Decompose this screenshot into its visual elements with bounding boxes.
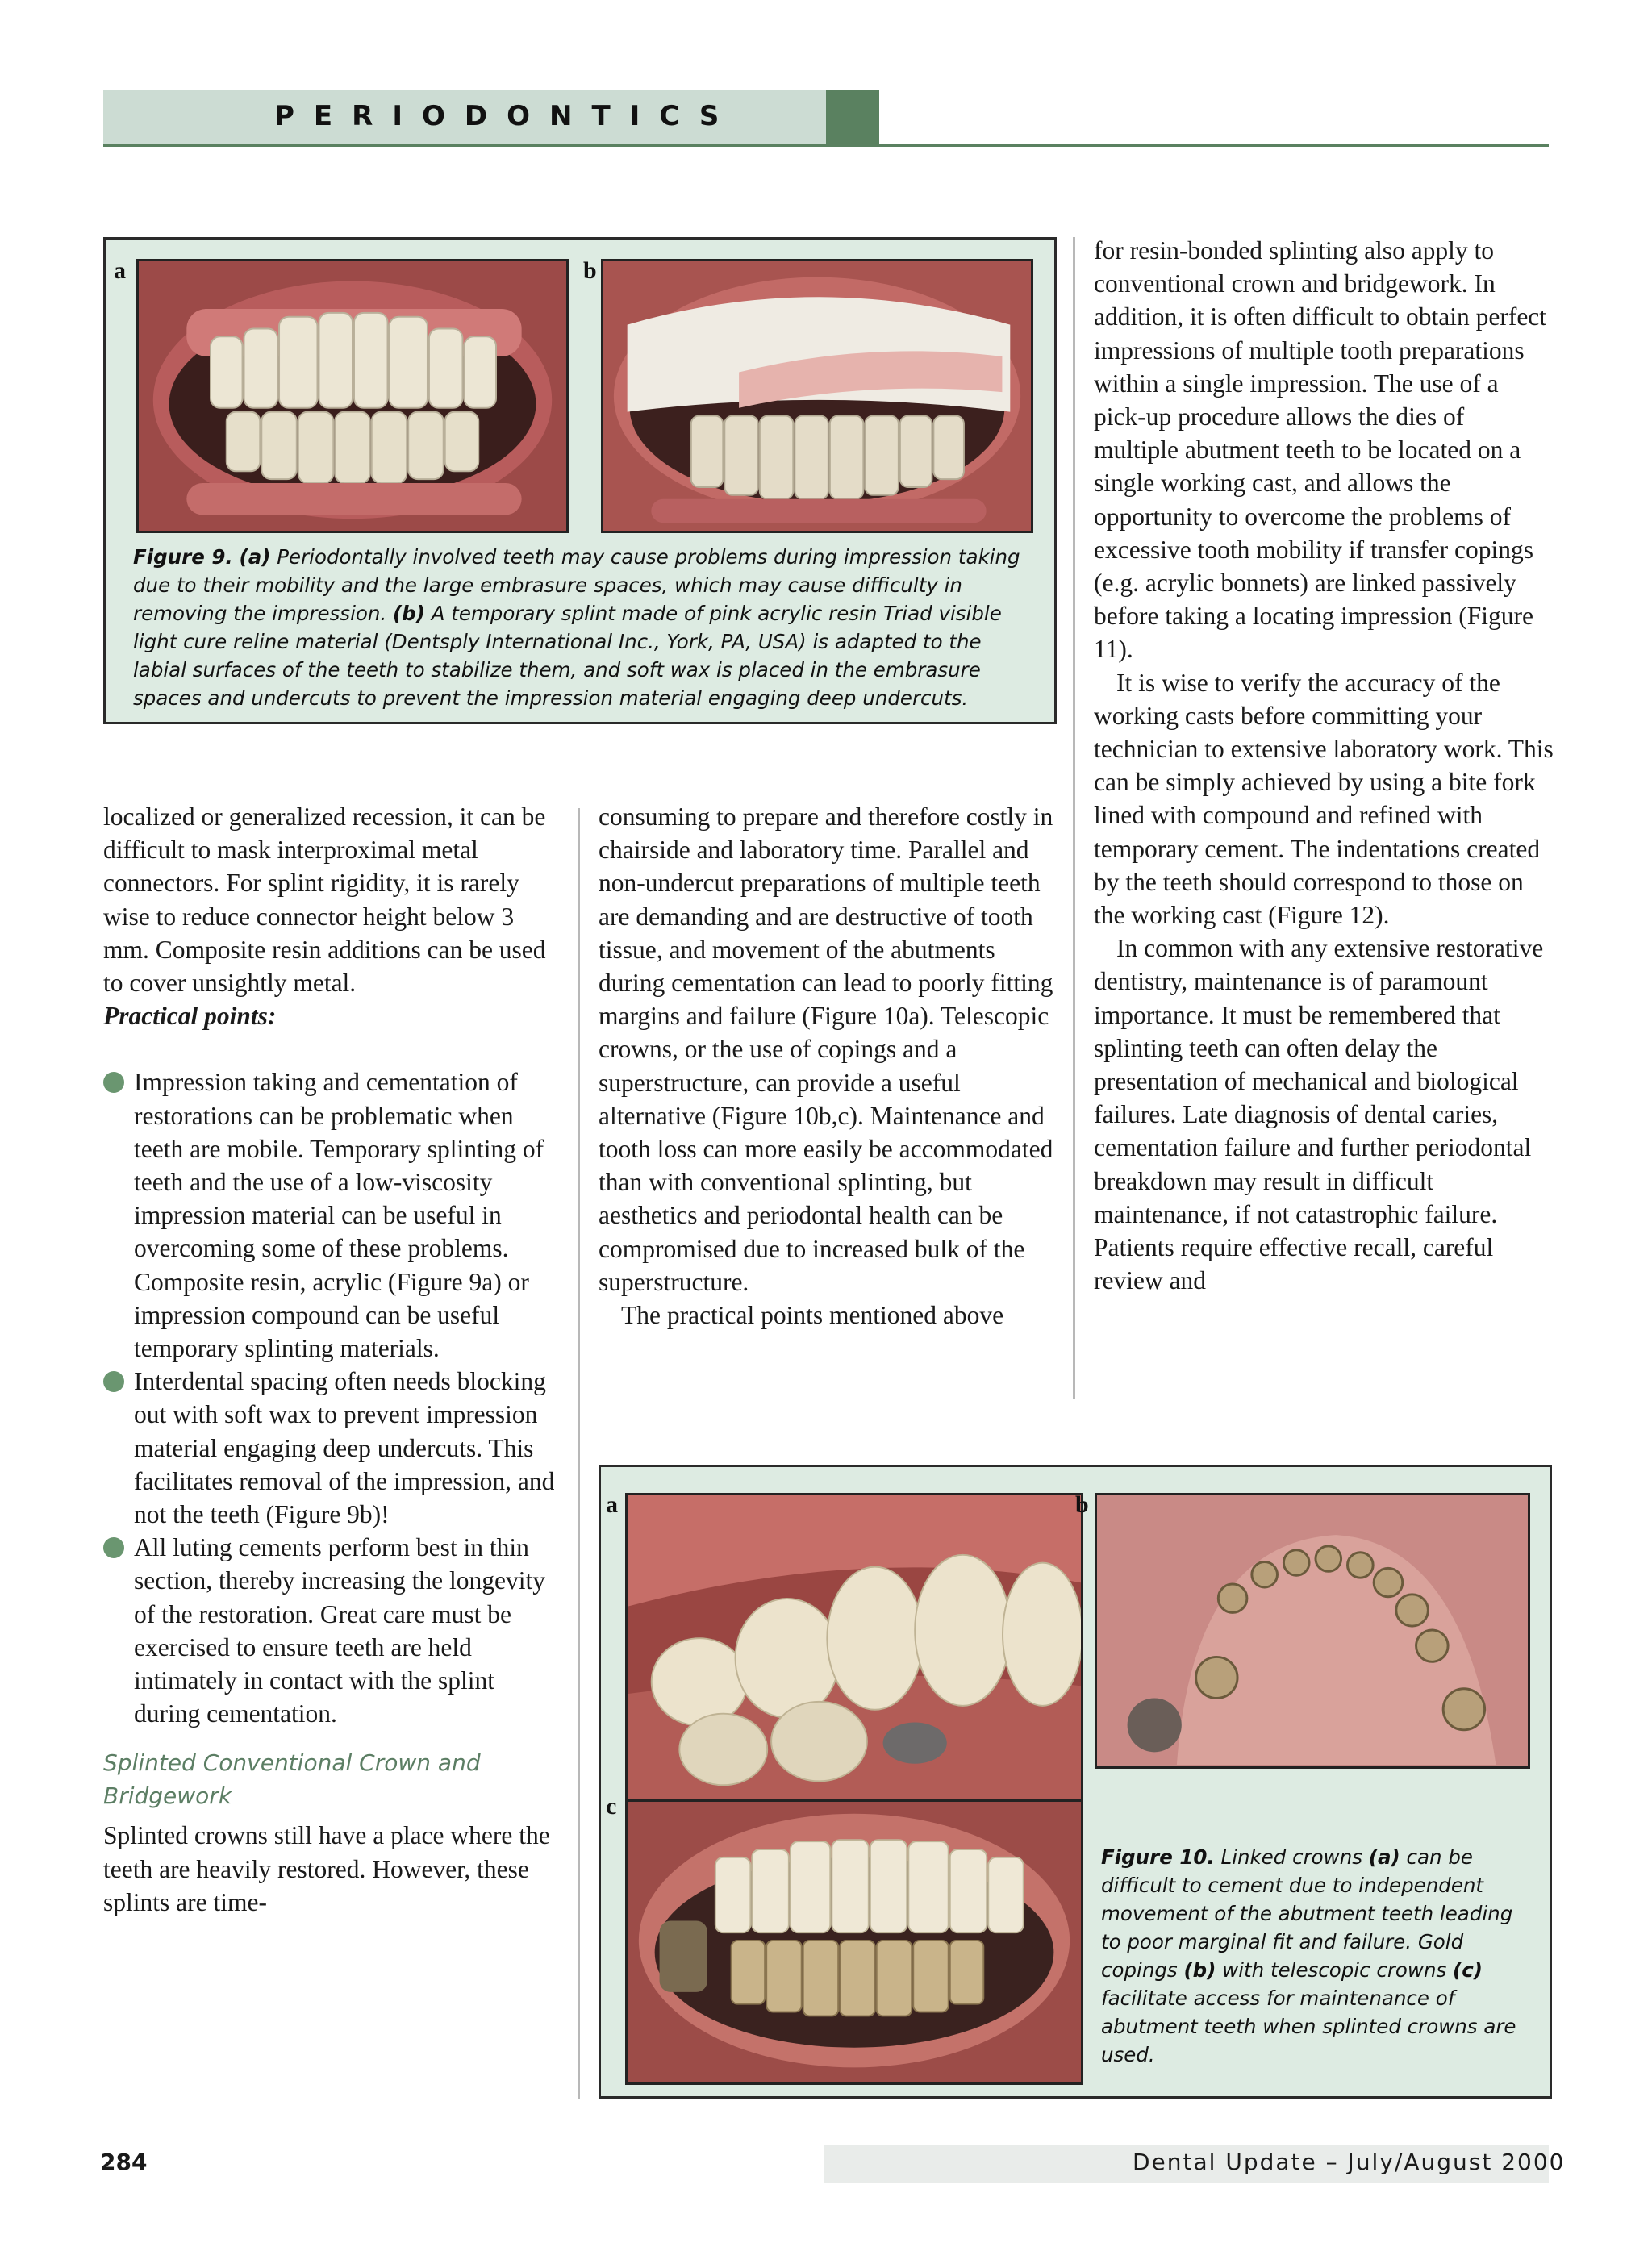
fig9a-photo	[136, 259, 569, 533]
practical-point-1	[103, 1065, 565, 1365]
bullet-dot-icon	[103, 1537, 124, 1558]
col2-paragraph-1: consuming to prepare and therefore costly in chairside and laboratory time. Parallel and non-undercut preparations of multiple teeth are demanding and are destructive of tooth tissue, and movement of the abutments during cementation can lead to poorly fitting margins and failure (Figure 10a). Telescopic crowns, or the use of copings and a superstructure, can provide a useful alternative (Figure 10b,c). Maintenance and tooth loss can more easily be accommodated than with conventional splinting, but aesthetics and periodontal health can be compromised due to increased bulk of the superstructure.	[599, 803, 1053, 1296]
fig10a-linked-crowns-image	[628, 1495, 1081, 1799]
page-number: 284	[100, 2149, 148, 2175]
fig9-caption-label: Figure 9.	[133, 545, 233, 569]
col1-intro-paragraph: localized or generalized recession, it can be difficult to mask interproximal metal connectors. For splint rigidity, it is rarely wise to reduce connector height below 3 mm. Composite resin additions can be used to cover unsightly metal.	[103, 803, 546, 998]
fig10-caption-text-3: with telescopic crowns	[1222, 1958, 1447, 1982]
column-rule-right	[1073, 237, 1075, 1399]
fig9-caption-mark-a: (a)	[239, 545, 271, 569]
fig10-caption-mark-b: (b)	[1183, 1958, 1216, 1982]
fig10-caption-label: Figure 10.	[1101, 1845, 1215, 1869]
fig10-caption-text-4: facilitate access for maintenance of abutment teeth when splinted crowns are used.	[1101, 1987, 1516, 2066]
fig10-caption-mark-a: (a)	[1368, 1845, 1400, 1869]
section-subheading: Splinted Conventional Crown and Bridgework	[103, 1749, 481, 1810]
section-title: PERIODONTICS	[274, 100, 739, 132]
fig10a-photo	[625, 1493, 1083, 1801]
fig9-panel-label-b: b	[583, 257, 597, 284]
practical-point-2	[103, 1365, 565, 1531]
fig10-caption	[1101, 1843, 1532, 2069]
figure-10	[599, 1465, 1552, 2099]
fig9b-splint-image	[603, 261, 1031, 531]
col2-paragraph-2: The practical points mentioned above	[621, 1301, 1004, 1330]
fig9b-photo	[601, 259, 1033, 533]
figure-9	[103, 237, 1057, 724]
fig9-caption	[133, 543, 1037, 712]
journal-issue: Dental Update – July/August 2000	[1133, 2149, 1566, 2175]
col3-paragraph-2: It is wise to verify the accuracy of the working casts before committing your technician to extensive laboratory work. This can be simply achieved by using a bite fork lined with compound and refined with temporary cement. The indentations created by the teeth should correspond to those on the working cast (Figure 12).	[1094, 668, 1554, 930]
fig10b-gold-copings-image	[1097, 1495, 1528, 1766]
practical-point-1-text: Impression taking and cementation of restorations can be problematic when teeth are mobile. Temporary splinting of teeth and the use of a low-viscosity impression material can be useful in overcoming some of these problems. Composite resin, acrylic (Figure 9a) or impression compound can be useful temporary splinting materials.	[134, 1068, 544, 1363]
practical-point-2-text: Interdental spacing often needs blocking out with soft wax to prevent impression material engaging deep undercuts. This facilitates removal of the impression, and not the teeth (Figure 9b)!	[134, 1367, 555, 1529]
col3-paragraph-3: In common with any extensive restorative dentistry, maintenance is of paramount importance. It must be remembered that splinting teeth can often delay the presentation of mechanical and biological failures. Late diagnosis of dental caries, cementation failure and further periodontal breakdown may result in difficult maintenance, if not catastrophic failure. Patients require effective recall, careful review and	[1094, 934, 1544, 1295]
fig10c-photo	[625, 1799, 1083, 2085]
fig10-panel-label-a: a	[606, 1491, 618, 1518]
bullet-dot-icon	[103, 1072, 124, 1093]
fig9-caption-text-b: A temporary splint made of pink acrylic resin Triad visible light cure reline material (Dentsply International Inc., York, PA, USA) is adapted to the labial surfaces of the teeth to stabilize them, and soft wax is placed in the embrasure spaces and undercuts to prevent the impression material engaging deep undercuts.	[133, 602, 1002, 710]
column-3	[1094, 234, 1555, 1298]
fig9-caption-text-a: Periodontally involved teeth may cause problems during impression taking due to their mobility and the large embrasure spaces, which may cause difficulty in removing the impression.	[133, 545, 1020, 625]
fig10b-photo	[1095, 1493, 1530, 1769]
fig10-caption-text-2: can be difficult to cement due to independent movement of the abutment teeth leading to poor marginal fit and failure. Gold copings	[1101, 1845, 1513, 1982]
practical-points-heading: Practical points:	[103, 1002, 277, 1031]
fig9-panel-label-a: a	[114, 257, 126, 284]
column-1	[103, 800, 565, 1919]
column-2	[599, 800, 1060, 1332]
col3-paragraph-1: for resin-bonded splinting also apply to conventional crown and bridgework. In addition, it is often difficult to obtain perfect impressions of multiple tooth preparations within a single impression. The use of a pick-up procedure allows the dies of multiple abutment teeth to be located on a single working cast, and allows the opportunity to overcome the problems of excessive tooth mobility if transfer copings (e.g. acrylic bonnets) are linked passively before taking a locating impression (Figure 11).	[1094, 236, 1547, 664]
column-rule-left	[578, 808, 580, 2099]
header-accent-block	[826, 90, 879, 144]
fig9-caption-mark-b: (b)	[392, 602, 425, 625]
practical-point-3-text: All luting cements perform best in thin section, thereby increasing the longevity of the restoration. Great care must be exercised to ensure teeth are held intimately in contact with the splint during cementation.	[134, 1533, 545, 1728]
fig10-panel-label-c: c	[606, 1793, 617, 1820]
col1-closing-paragraph: Splinted crowns still have a place where the teeth are heavily restored. However, these splints are time-	[103, 1821, 550, 1916]
bullet-dot-icon	[103, 1371, 124, 1392]
header-rule	[103, 144, 1549, 147]
fig10-caption-mark-c: (c)	[1453, 1958, 1483, 1982]
fig10-panel-label-b: b	[1075, 1491, 1089, 1518]
practical-point-3	[103, 1531, 565, 1730]
fig10-caption-text-1: Linked crowns	[1220, 1845, 1362, 1869]
fig9a-teeth-image	[139, 261, 566, 531]
fig10c-telescopic-crowns-image	[628, 1802, 1081, 2082]
